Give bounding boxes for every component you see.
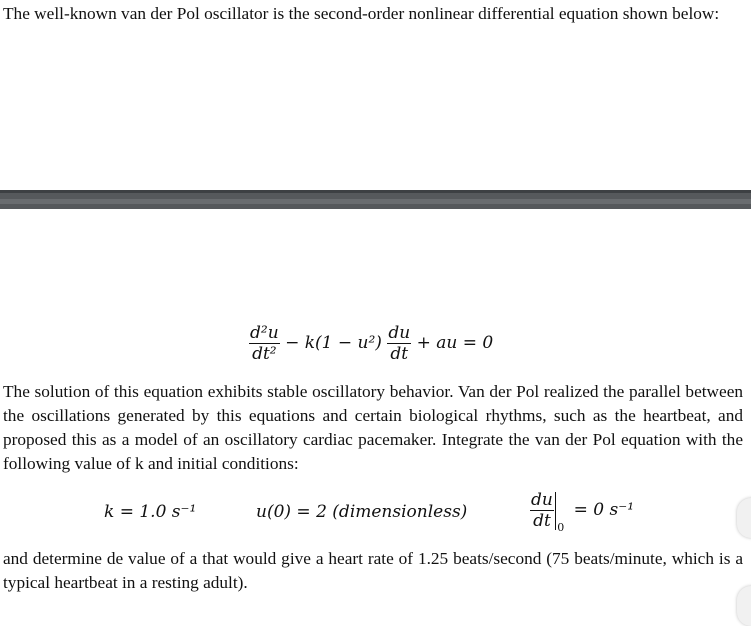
side-scroll-handle[interactable] <box>737 498 751 538</box>
k-value: k = 1.0 s⁻¹ <box>104 502 197 522</box>
intro-paragraph: The well-known van der Pol oscillator is the second-order nonlinear differential equation shown below: <box>3 4 720 23</box>
question-paragraph: and determine de value of a that would give a heart rate of 1.25 beats/second (75 beats/minute, which is a typical heartbeat in a resting adult). <box>3 549 743 592</box>
initial-u-condition: u(0) = 2 (dimensionless) <box>256 502 468 522</box>
damping-term: − k(1 − u²) <box>285 333 382 353</box>
second-derivative-fraction: $\frac{\text{d²u}}{\text{dt²}}$ <box>250 323 279 364</box>
restoring-term: + au = 0 <box>416 333 494 353</box>
solution-paragraph: The solution of this equation exhibits stable oscillatory behavior. Van der Pol realized the parallel between the oscillations generated by this equations and certain biological rhythms, such as the heartbeat, and proposed this as a model of an oscillatory cardiac pacemaker. Integrate the van der Pol equation with the following value of k and initial conditions: <box>3 382 743 473</box>
first-derivative-fraction: $\frac{du}{dt}$ <box>388 323 411 364</box>
section-divider <box>0 190 751 209</box>
van-der-pol-equation <box>249 323 493 364</box>
initial-derivative-condition: $\frac{du}{dt}$ $_0$ = 0 s⁻¹ <box>531 490 635 534</box>
side-scroll-handle-lower[interactable] <box>737 586 751 626</box>
